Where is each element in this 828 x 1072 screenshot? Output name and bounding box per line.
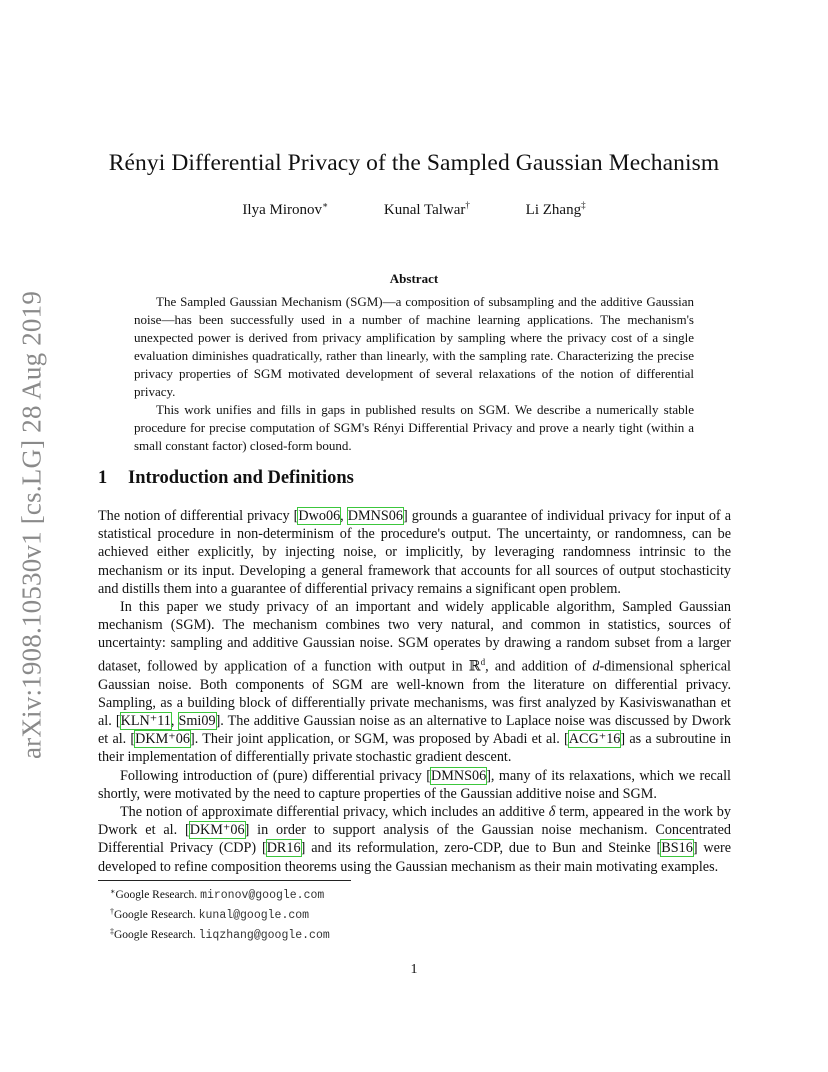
section-heading: [98, 468, 354, 489]
footnote-mark: †: [465, 200, 470, 210]
author: Li Zhang‡: [525, 200, 586, 218]
citation-link[interactable]: BS16: [661, 840, 693, 857]
citation-link[interactable]: Dwo06: [298, 508, 341, 524]
footnote-mark: ‡: [581, 200, 586, 210]
page-number: 1: [410, 962, 418, 977]
footnote: †Google Research. kunal@google.com: [110, 907, 310, 922]
section-title: Introduction and Definitions: [128, 468, 354, 488]
paragraph: In this paper we study privacy of an important and widely applicable algorithm, Sampled Gaussian mechanism (SGM). The mechanism combines two very natural, and common in statistics, sources of uncertainty: sampling and additive Gaussian noise. SGM operates by drawing a random subset from a larger dataset, followed by application of a function with output in ℝ$^d$, and addition of d-dimensional spherical Gaussian noise. Both components of SGM are well-known from the literature on differential privacy. Sampling, as a building block of differentially private mechanisms, was first analyzed by Kasiviswanathan et al. [KLN⁺11, Smi09]. The additive Gaussian noise as an alternative to Laplace noise was discussed by Dwork et al. [DKM⁺06]. Their joint application, or SGM, was proposed by Abadi et al. [ACG⁺16] as a subroutine in their implementation of differentially private stochastic gradient descent.: [98, 599, 732, 766]
abstract-paragraph: This work unifies and fills in gaps in published results on SGM. We describe a numerically stable procedure for precise computation of SGM's Rényi Differential Privacy and prove a nearly tight (within a small constant factor) closed-form bound.: [134, 402, 694, 453]
body-text: [98, 507, 731, 876]
paragraph: The notion of approximate differential privacy, which includes an additive δ term, appeared in the work by Dwork et al. [DKM⁺06] in order to support analysis of the Gaussian noise mechanism. Concentrated Differential Privacy (CDP) [DR16] and its reformulation, zero-CDP, due to Bun and Steinke [BS16] were developed to refine composition theorems using the Gaussian mechanism as their main motivating examples.: [98, 803, 732, 875]
citation-link[interactable]: DMNS06: [431, 767, 487, 784]
abstract-heading: Abstract: [389, 271, 439, 286]
footnote-mark: ∗: [321, 200, 329, 210]
paragraph: Following introduction of (pure) differential privacy [DMNS06], many of its relaxations, which we recall shortly, were motivated by the need to capture properties of the Gaussian additive noise and SGM.: [98, 767, 731, 802]
citation-link[interactable]: DR16: [266, 840, 301, 857]
footnote: ‡Google Research. liqzhang@google.com: [110, 927, 330, 942]
email-link[interactable]: mironov@google.com: [200, 889, 325, 902]
citation-link[interactable]: ACG⁺16: [568, 731, 621, 748]
abstract: [134, 293, 694, 455]
citation-link[interactable]: DKM⁺06: [189, 822, 245, 839]
citation-link[interactable]: DKM⁺06: [135, 731, 190, 748]
author: Ilya Mironov∗: [242, 200, 329, 218]
paper-title: Rényi Differential Privacy of the Sampled Gaussian Mechanism: [108, 150, 720, 176]
email-link[interactable]: liqzhang@google.com: [198, 929, 330, 942]
footnotes: [110, 884, 330, 944]
author: Kunal Talwar†: [383, 200, 470, 218]
section-number: 1: [98, 468, 108, 488]
abstract-paragraph: The Sampled Gaussian Mechanism (SGM)—a composition of subsampling and the additive Gaussian noise—has been successfully used in a number of machine learning applications. The mechanism's unexpected power is derived from privacy amplification by sampling where the privacy cost of a single evaluation diminishes quadratically, rather than linearly, with the sampling rate. Characterizing the precise privacy properties of SGM motivated development of several relaxations of the notion of differential privacy.: [134, 294, 694, 399]
citation-link[interactable]: KLN⁺11: [120, 712, 171, 729]
author-list: [0, 200, 828, 219]
footnote: ∗Google Research. mironov@google.com: [110, 887, 325, 902]
paragraph: The notion of differential privacy [Dwo06, DMNS06] grounds a guarantee of individual privacy for input of a statistical procedure in non-determinism of the procedure's output. The uncertainty, or randomness, can be achieved either explicitly, by injecting noise, or implicitly, by leveraging randomness intrinsic to the mechanism or its input. Developing a general framework that accounts for all sources of output stochasticity and distills them into a guarantee of differential privacy remains a significant open problem.: [98, 508, 731, 597]
citation-link[interactable]: DMNS06: [347, 508, 403, 524]
email-link[interactable]: kunal@google.com: [198, 909, 310, 922]
footnote-rule: [98, 880, 351, 881]
arxiv-stamp: [14, 290, 50, 760]
arxiv-id: arXiv:1908.10530v1 [cs.LG] 28 Aug 2019: [16, 290, 47, 760]
citation-link[interactable]: Smi09: [178, 712, 216, 729]
